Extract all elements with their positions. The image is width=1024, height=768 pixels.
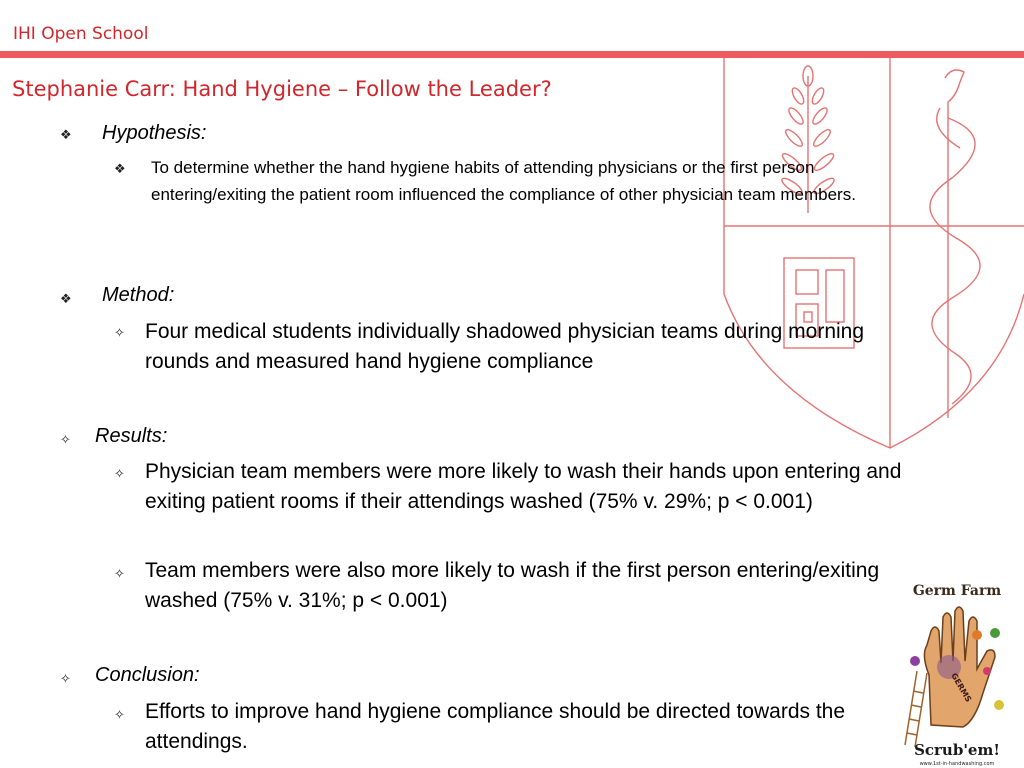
sparkle-bullet-icon: ✧ [114, 566, 125, 581]
heading-method: Method: [102, 284, 175, 306]
results-point-2: Team members were also more likely to wash if the first person entering/exiting washed (75% v. 31%; p < 0.001) [145, 559, 880, 612]
logo-top-text: Germ Farm [912, 583, 1002, 599]
org-label: IHI Open School [13, 24, 149, 44]
sparkle-bullet-icon: ✧ [114, 466, 125, 481]
sparkle-bullet-icon: ✧ [114, 707, 125, 722]
method-point: Four medical students individually shadowed physician teams during morning rounds and measured hand hygiene compliance [145, 320, 865, 373]
diamond-bullet-icon: ❖ [60, 291, 72, 306]
heading-hypothesis: Hypothesis: [102, 122, 207, 144]
sparkle-bullet-icon: ✧ [114, 325, 125, 340]
diamond-bullet-icon: ❖ [114, 161, 126, 176]
germ-farm-logo [891, 575, 1024, 768]
logo-hand-text: GERMS [949, 671, 974, 704]
sparkle-bullet-icon: ✧ [60, 671, 71, 686]
sparkle-bullet-icon: ✧ [60, 432, 71, 447]
conclusion-point: Efforts to improve hand hygiene compliance should be directed towards the attendings. [145, 700, 846, 753]
logo-bottom-text: Scrub'em! [914, 741, 1000, 759]
heading-results: Results: [95, 425, 168, 447]
hand-icon [924, 607, 995, 727]
diamond-bullet-icon: ❖ [60, 127, 72, 142]
results-point-1: Physician team members were more likely to wash their hands upon entering and exiting patient rooms if their attendings washed (75% v. 29%; p < 0.001) [145, 460, 902, 513]
logo-url-text: www.1st-in-handwashing.com [919, 761, 995, 767]
slide-title: Stephanie Carr: Hand Hygiene – Follow the Leader? [12, 77, 552, 101]
ladder-icon [905, 671, 927, 747]
heading-conclusion: Conclusion: [95, 664, 200, 686]
hypothesis-point: To determine whether the hand hygiene habits of attending physicians or the first person entering/exiting the patient room influenced the compliance of other physician team members. [151, 158, 856, 204]
